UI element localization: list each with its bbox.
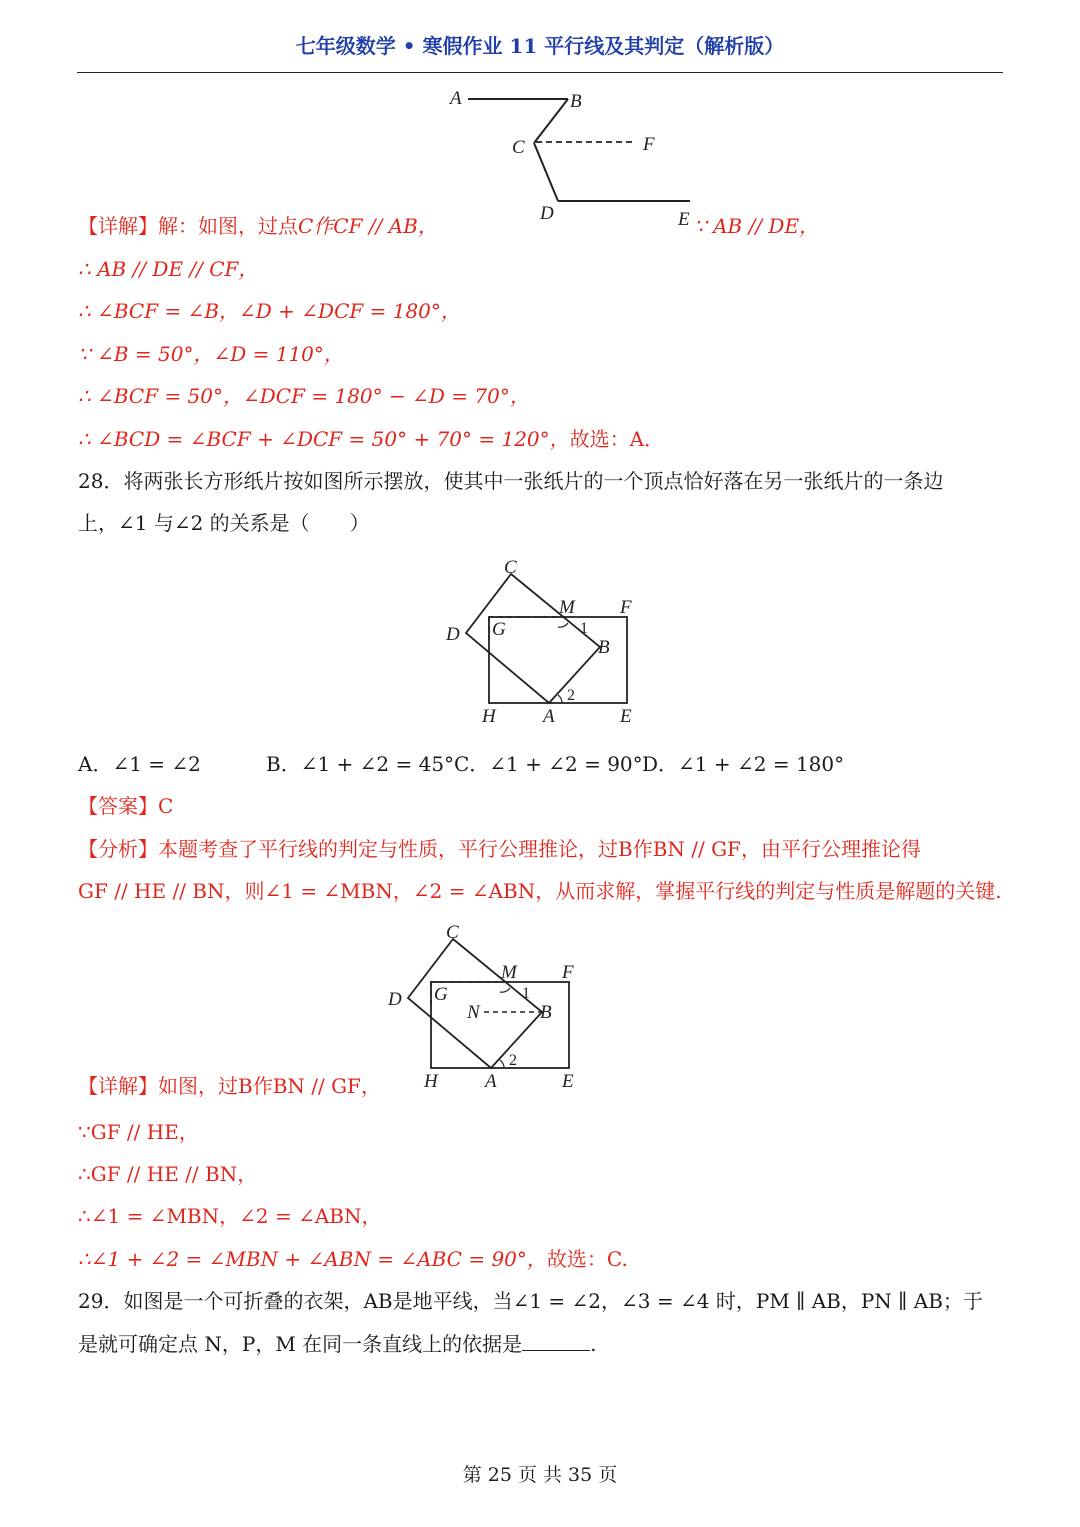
label-N: N bbox=[467, 1002, 480, 1023]
q27-detail-line5: ∴ ∠BCF = 50°，∠DCF = 180° − ∠D = 70°， bbox=[78, 384, 530, 408]
header-rule bbox=[77, 72, 1003, 73]
label-F: F bbox=[562, 962, 574, 983]
q27-detail-line2: ∴ AB // DE // CF， bbox=[78, 257, 259, 281]
label-A: A bbox=[450, 88, 462, 109]
label-F: F bbox=[643, 134, 655, 155]
option-b: B．∠1 + ∠2 = 45° bbox=[266, 752, 455, 776]
figure-q27 bbox=[430, 80, 730, 235]
q29-stem-line1: 29．如图是一个可折叠的衣架，AB是地平线，当∠1 = ∠2，∠3 = ∠4 时，PM ∥ AB，PN ∥ AB；于 bbox=[78, 1289, 983, 1313]
label-B: B bbox=[598, 637, 610, 658]
q28-answer: 【答案】C bbox=[78, 794, 174, 818]
label-A: A bbox=[543, 706, 555, 727]
label-H: H bbox=[482, 706, 496, 727]
q27-detail-line1: 【详解】解：如图，过点C作CF // AB， bbox=[78, 214, 438, 238]
option-c: C．∠1 + ∠2 = 90° bbox=[454, 752, 643, 776]
label-A: A bbox=[485, 1071, 497, 1092]
page-header-title: 七年级数学 • 寒假作业 11 平行线及其判定（解析版） bbox=[295, 34, 785, 58]
answer-blank[interactable] bbox=[522, 1330, 590, 1351]
q27-detail-line3: ∴ ∠BCF = ∠B，∠D + ∠DCF = 180°， bbox=[78, 299, 461, 323]
label-C: C bbox=[504, 557, 517, 578]
figure-q28-detail bbox=[382, 920, 592, 1095]
label-M: M bbox=[559, 597, 575, 618]
label-D: D bbox=[446, 624, 460, 645]
q28-detail-line4: ∴∠1 = ∠MBN，∠2 = ∠ABN， bbox=[78, 1204, 382, 1228]
label-D: D bbox=[540, 203, 554, 224]
q28-stem-line1: 28．将两张长方形纸片按如图所示摆放，使其中一张纸片的一个顶点恰好落在另一张纸片的一条边 bbox=[78, 469, 944, 493]
label-1: 1 bbox=[522, 985, 530, 1002]
figure-q28 bbox=[440, 555, 650, 730]
label-G: G bbox=[434, 984, 448, 1005]
label-C: C bbox=[446, 922, 459, 943]
label-M: M bbox=[501, 962, 517, 983]
q28-detail-line5: ∴∠1 + ∠2 = ∠MBN + ∠ABN = ∠ABC = 90°，故选：C. bbox=[78, 1247, 628, 1271]
option-a: A．∠1 = ∠2 bbox=[78, 752, 201, 776]
label-F: F bbox=[620, 597, 632, 618]
label-E: E bbox=[562, 1071, 574, 1092]
q27-detail-line6: ∴ ∠BCD = ∠BCF + ∠DCF = 50° + 70° = 120°，故选：A． bbox=[78, 427, 665, 451]
q29-stem-line2: 是就可确定点 N，P，M 在同一条直线上的依据是 . bbox=[78, 1332, 597, 1356]
label-G: G bbox=[492, 619, 506, 640]
q28-detail-line3: ∴GF // HE // BN， bbox=[78, 1162, 258, 1186]
label-2: 2 bbox=[509, 1052, 517, 1069]
label-1: 1 bbox=[580, 620, 588, 637]
label-2: 2 bbox=[567, 687, 575, 704]
label-C: C bbox=[512, 137, 525, 158]
q28-detail-line1: 【详解】如图，过B作BN // GF， bbox=[78, 1074, 381, 1098]
label-E: E bbox=[678, 209, 690, 230]
label-D: D bbox=[388, 989, 402, 1010]
q27-detail-line4: ∵ ∠B = 50°，∠D = 110°， bbox=[78, 342, 344, 366]
label-H: H bbox=[424, 1071, 438, 1092]
q28-analysis-line2: GF // HE // BN，则∠1 = ∠MBN，∠2 = ∠ABN，从而求解，掌握平行线的判定与性质是解题的关键. bbox=[78, 879, 1002, 903]
page-footer: 第 25 页 共 35 页 bbox=[462, 1464, 618, 1486]
label-B: B bbox=[540, 1002, 552, 1023]
q28-detail-line2: ∵GF // HE， bbox=[78, 1120, 199, 1144]
q28-options bbox=[78, 750, 844, 778]
option-d: D．∠1 + ∠2 = 180° bbox=[642, 752, 845, 776]
q27-detail-line1-right: ∵ AB // DE， bbox=[694, 214, 820, 238]
q28-analysis-line1: 【分析】本题考查了平行线的判定与性质，平行公理推论，过B作BN // GF，由平行公理推论得 bbox=[78, 837, 921, 861]
label-E: E bbox=[620, 706, 632, 727]
q28-stem-line2: 上，∠1 与∠2 的关系是（ ） bbox=[78, 511, 370, 535]
label-B: B bbox=[570, 91, 582, 112]
